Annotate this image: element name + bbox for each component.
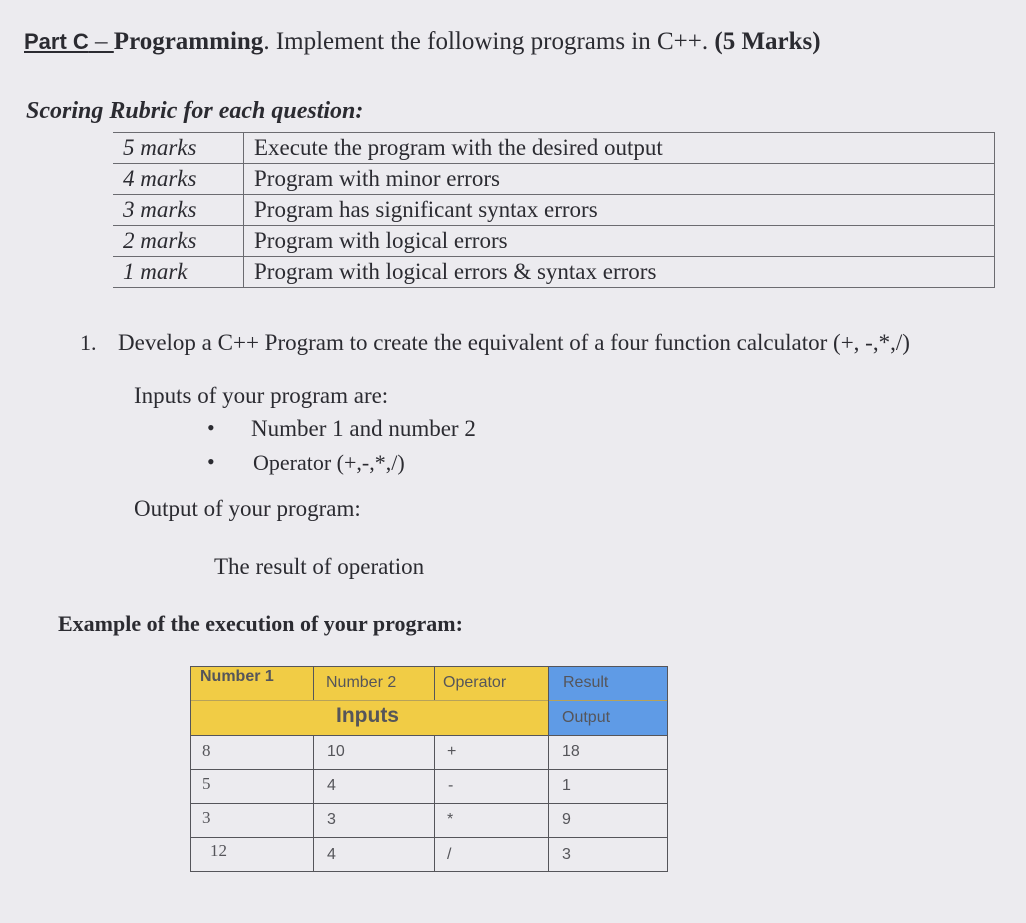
header-separator: – xyxy=(88,28,114,55)
example-heading: Example of the execution of your program: xyxy=(58,611,463,636)
cell-number1: 3 xyxy=(202,808,211,827)
grid-line xyxy=(313,735,314,872)
grid-line xyxy=(190,666,668,667)
cell-number2: 3 xyxy=(327,811,336,828)
header-marks: (5 Marks) xyxy=(714,28,821,55)
cell-number2: 10 xyxy=(327,743,345,760)
grid-line xyxy=(190,666,191,872)
rubric-description: Program has significant syntax errors xyxy=(244,195,995,226)
grid-line xyxy=(313,666,314,700)
cell-number1: 12 xyxy=(210,841,227,860)
column-header-number2: Number 2 xyxy=(326,674,397,691)
rubric-description: Program with minor errors xyxy=(244,164,995,195)
rubric-title: Scoring Rubric for each question: xyxy=(26,98,364,124)
cell-number1: 8 xyxy=(202,741,211,760)
grid-line xyxy=(190,803,668,804)
section-title: Programming xyxy=(113,28,264,55)
output-description: The result of operation xyxy=(214,554,425,579)
question-text: Develop a C++ Program to create the equivalent of a four function calculator (+, -,*,/) xyxy=(118,330,910,355)
cell-number2: 4 xyxy=(327,846,336,863)
bullet-icon: • xyxy=(207,415,215,440)
input-item: Operator (+,-,*,/) xyxy=(253,450,405,475)
rubric-marks: 3 marks xyxy=(113,195,244,226)
part-label: Part C xyxy=(24,29,89,54)
header-instruction: . Implement the following programs in C++. xyxy=(263,28,709,55)
rubric-description: Program with logical errors xyxy=(244,226,995,257)
grid-line xyxy=(434,735,435,872)
input-item: Number 1 and number 2 xyxy=(251,416,476,441)
bullet-icon: • xyxy=(207,449,215,474)
rubric-row xyxy=(113,164,995,195)
rubric-marks: 4 marks xyxy=(113,164,244,195)
rubric-row xyxy=(113,133,995,164)
grid-line xyxy=(667,666,668,872)
rubric-marks: 2 marks xyxy=(113,226,244,257)
grid-line xyxy=(190,735,668,736)
rubric-row xyxy=(113,257,995,288)
rubric-description: Execute the program with the desired output xyxy=(244,133,995,164)
cell-result: 9 xyxy=(562,811,571,828)
rubric-description: Program with logical errors & syntax errors xyxy=(244,257,995,288)
column-header-number1: Number 1 xyxy=(200,668,274,685)
cell-operator: - xyxy=(448,777,454,794)
cell-operator: / xyxy=(447,846,452,863)
cell-operator: + xyxy=(447,743,457,760)
column-header-result: Result xyxy=(563,674,609,691)
grid-line xyxy=(190,769,668,770)
rubric-marks: 5 marks xyxy=(113,133,244,164)
grid-line xyxy=(190,871,668,872)
cell-result: 3 xyxy=(562,846,571,863)
group-header-inputs: Inputs xyxy=(336,704,399,727)
rubric-marks: 1 mark xyxy=(113,257,244,288)
grid-line xyxy=(190,837,668,838)
rubric-row xyxy=(113,195,995,226)
cell-number1: 5 xyxy=(202,774,211,793)
group-header-output: Output xyxy=(562,709,611,726)
cell-operator: * xyxy=(447,811,454,828)
cell-result: 1 xyxy=(562,777,571,794)
output-heading: Output of your program: xyxy=(134,496,361,521)
column-header-operator: Operator xyxy=(443,674,507,691)
question-number: 1. xyxy=(80,330,97,355)
rubric-table xyxy=(113,132,995,288)
cell-result: 18 xyxy=(562,743,580,760)
grid-line xyxy=(434,666,435,700)
rubric-row xyxy=(113,226,995,257)
grid-line xyxy=(548,666,549,872)
grid-line xyxy=(190,700,668,701)
inputs-heading: Inputs of your program are: xyxy=(134,383,389,408)
example-table xyxy=(190,666,668,872)
cell-number2: 4 xyxy=(327,777,336,794)
page-header xyxy=(24,28,821,56)
